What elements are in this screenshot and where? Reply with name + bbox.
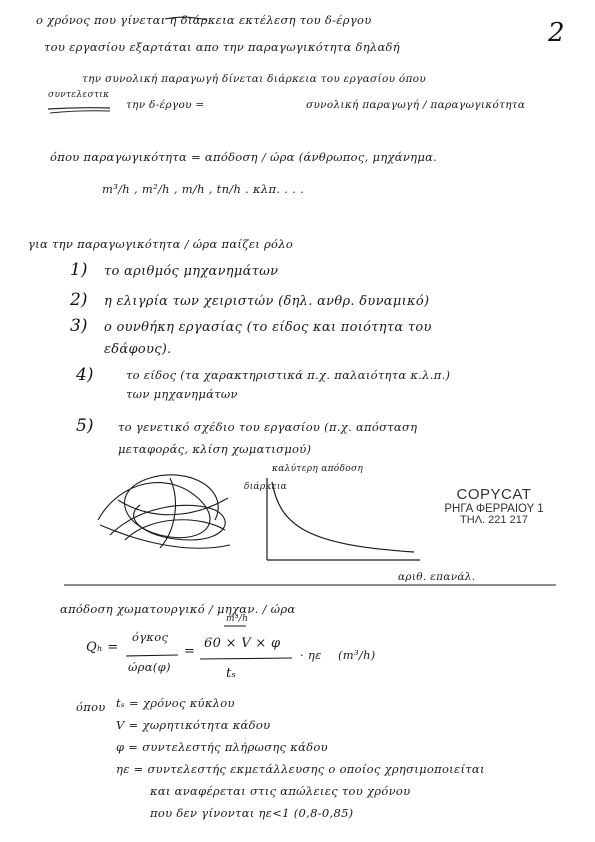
stamp-line-1: COPYCAT: [456, 486, 532, 503]
where-def-ts: tₛ = χρόνος κύκλου: [116, 696, 235, 710]
factor-3-text: ο ουνθήκη εργασίας (το είδος και ποιότητα του: [104, 320, 432, 335]
formula-lhs: Qₕ =: [86, 640, 119, 655]
yield-title: απόδοση χωματουργικό / μηχαν. / ώρα: [60, 602, 296, 616]
intro-line-4-prefix: συντελεστικ: [48, 90, 110, 100]
formula-equals: =: [184, 644, 196, 659]
signature-scribble: [98, 475, 230, 548]
formula-unit: (m³/h): [338, 648, 376, 662]
factor-5-number: 5): [76, 416, 94, 436]
formula-frac2-numerator: 60 × V × φ: [204, 636, 281, 651]
strikethrough-mark: [165, 17, 207, 20]
productivity-units: m³/h , m²/h , m/h , tn/h . κλπ. . . .: [102, 182, 305, 196]
factors-intro: για την παραγωγικότητα / ώρα παίζει ρόλο: [28, 237, 294, 251]
where-def-phi: φ = συντελεστής πλήρωσης κάδου: [116, 740, 328, 754]
factor-4-continued: των μηχανημάτων: [126, 387, 238, 401]
intro-line-2: του εργασίου εξαρτάται απο την παραγωγικότητα δηλαδή: [44, 40, 400, 54]
where-def-he: ηε = συντελεστής εκμετάλλευσης ο οποίος χρησιμοποιείται: [116, 762, 485, 776]
where-def-he-3: που δεν γίνονται ηε<1 (0,8-0,85): [150, 806, 354, 820]
underline-stroke-2: [50, 111, 110, 113]
stamp-line-2: ΡΗΓΑ ΦΕΡΡΑΙΟΥ 1: [444, 502, 544, 515]
underline-stroke: [48, 108, 110, 109]
graph-xlabel: αριθ. επανάλ.: [398, 571, 476, 583]
formula-frac2-top: m³/h: [226, 614, 249, 624]
intro-line-1: ο χρόνος που γίνεται η διάρκεια εκτέλεση του δ-έργου: [36, 13, 372, 27]
formula-factor: · ηε: [300, 648, 322, 662]
factor-3-continued: εδάφους).: [104, 342, 172, 357]
graph-ylabel: διάρκεια: [244, 482, 288, 492]
intro-line-3: την συνολική παραγωγή δίνεται διάρκεια του εργασίου όπου: [82, 73, 427, 85]
fraction-bar-1: [126, 655, 178, 656]
intro-line-4-mid: την δ-έργου =: [126, 99, 205, 111]
productivity-definition: όπου παραγωγικότητα = απόδοση / ώρα (άνθρωπος, μηχάνημα.: [50, 150, 438, 164]
factor-2-text: η ελιγρία των χειριστών (δηλ. ανθρ. δυναμικό): [104, 294, 430, 309]
stamp-line-3: ΤΗΛ. 221 217: [460, 513, 528, 526]
factor-2-number: 2): [70, 290, 88, 310]
factor-5-text: το γενετικό σχέδιο του εργασίου (π.χ. απόσταση: [118, 420, 418, 434]
fraction-bar-2: [200, 658, 292, 659]
factor-1-text: το αριθμός μηχανημάτων: [104, 264, 279, 279]
where-def-he-2: και αναφέρεται στις απώλειες του χρόνου: [150, 784, 411, 798]
graph-ylabel-top: καλύτερη απόδοση: [272, 464, 364, 474]
formula-frac2-denominator: tₛ: [226, 666, 237, 681]
formula-frac1-numerator: όγκος: [132, 630, 169, 644]
page-number: 2: [548, 18, 565, 48]
factor-4-text: το είδος (τα χαρακτηριστικά π.χ. παλαιότητα κ.λ.π.): [126, 368, 451, 382]
graph-curve: [272, 482, 414, 552]
factor-3-number: 3): [70, 316, 88, 336]
where-prefix: όπου: [76, 700, 106, 714]
formula-frac1-denominator: ώρα(φ): [128, 660, 171, 674]
where-def-v: V = χωρητικότητα κάδου: [116, 718, 271, 732]
factor-5-continued: μεταφοράς, κλίση χωματισμού): [118, 442, 312, 456]
factor-1-number: 1): [70, 260, 88, 280]
factor-4-number: 4): [76, 365, 94, 385]
intro-line-4-right: συνολική παραγωγή / παραγωγικότητα: [306, 99, 526, 111]
